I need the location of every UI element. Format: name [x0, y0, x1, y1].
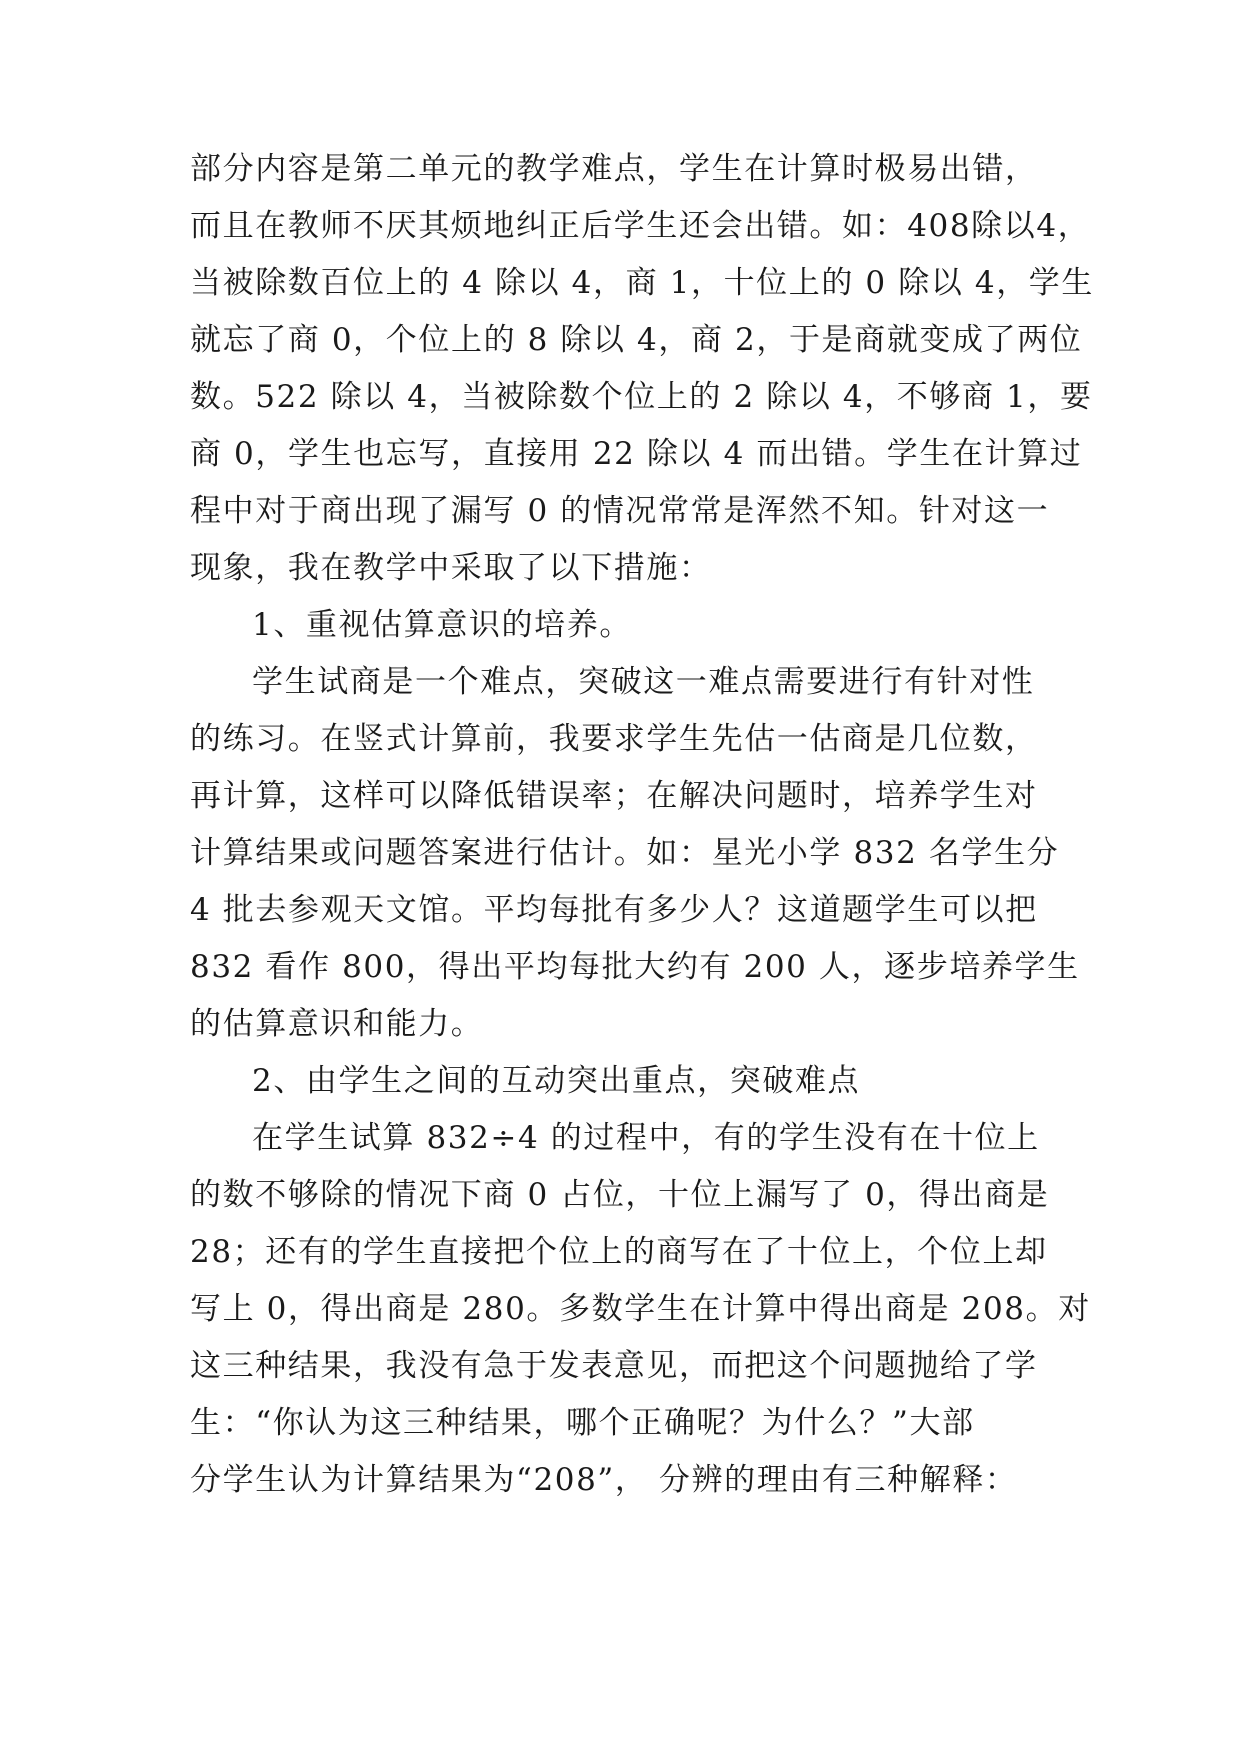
- text-line: 部分内容是第二单元的教学难点，学生在计算时极易出错，: [190, 151, 1038, 187]
- text-line: 生：“你认为这三种结果，哪个正确呢？为什么？”大部: [190, 1405, 975, 1441]
- text-line: 当被除数百位上的 4 除以 4，商 1，十位上的 0 除以 4，学生: [190, 265, 1094, 301]
- text-line: 学生试商是一个难点，突破这一难点需要进行有针对性: [252, 664, 1035, 700]
- text-line: 832 看作 800，得出平均每批大约有 200 人，逐步培养学生: [190, 949, 1080, 985]
- text-line: 的练习。在竖式计算前，我要求学生先估一估商是几位数，: [190, 721, 1038, 757]
- text-line: 程中对于商出现了漏写 0 的情况常常是浑然不知。针对这一: [190, 493, 1050, 529]
- text-line: 而且在教师不厌其烦地纠正后学生还会出错。如：408除以4，: [190, 208, 1091, 244]
- text-line: 分学生认为计算结果为“208”， 分辨的理由有三种解释：: [190, 1462, 1018, 1498]
- text-line: 这三种结果，我没有急于发表意见，而把这个问题抛给了学: [190, 1348, 1038, 1384]
- section-heading: 2、由学生之间的互动突出重点，突破难点: [252, 1063, 861, 1099]
- text-line: 在学生试算 832÷4 的过程中，有的学生没有在十位上: [252, 1120, 1040, 1156]
- text-line: 再计算，这样可以降低错误率；在解决问题时，培养学生对: [190, 778, 1038, 814]
- text-line: 现象，我在教学中采取了以下措施：: [190, 550, 712, 586]
- text-line: 计算结果或问题答案进行估计。如：星光小学 832 名学生分: [190, 835, 1060, 871]
- text-line: 28；还有的学生直接把个位上的商写在了十位上，个位上却: [190, 1234, 1048, 1270]
- text-line: 的估算意识和能力。: [190, 1006, 484, 1042]
- text-line: 4 批去参观天文馆。平均每批有多少人？这道题学生可以把: [190, 892, 1038, 928]
- text-line: 写上 0，得出商是 280。多数学生在计算中得出商是 208。对: [190, 1291, 1091, 1327]
- text-line: 商 0，学生也忘写，直接用 22 除以 4 而出错。学生在计算过: [190, 436, 1083, 472]
- text-line: 的数不够除的情况下商 0 占位，十位上漏写了 0，得出商是: [190, 1177, 1050, 1213]
- text-line: 就忘了商 0，个位上的 8 除以 4，商 2，于是商就变成了两位: [190, 322, 1083, 358]
- text-line: 数。522 除以 4，当被除数个位上的 2 除以 4，不够商 1，要: [190, 379, 1093, 415]
- section-heading: 1、重视估算意识的培养。: [252, 607, 632, 643]
